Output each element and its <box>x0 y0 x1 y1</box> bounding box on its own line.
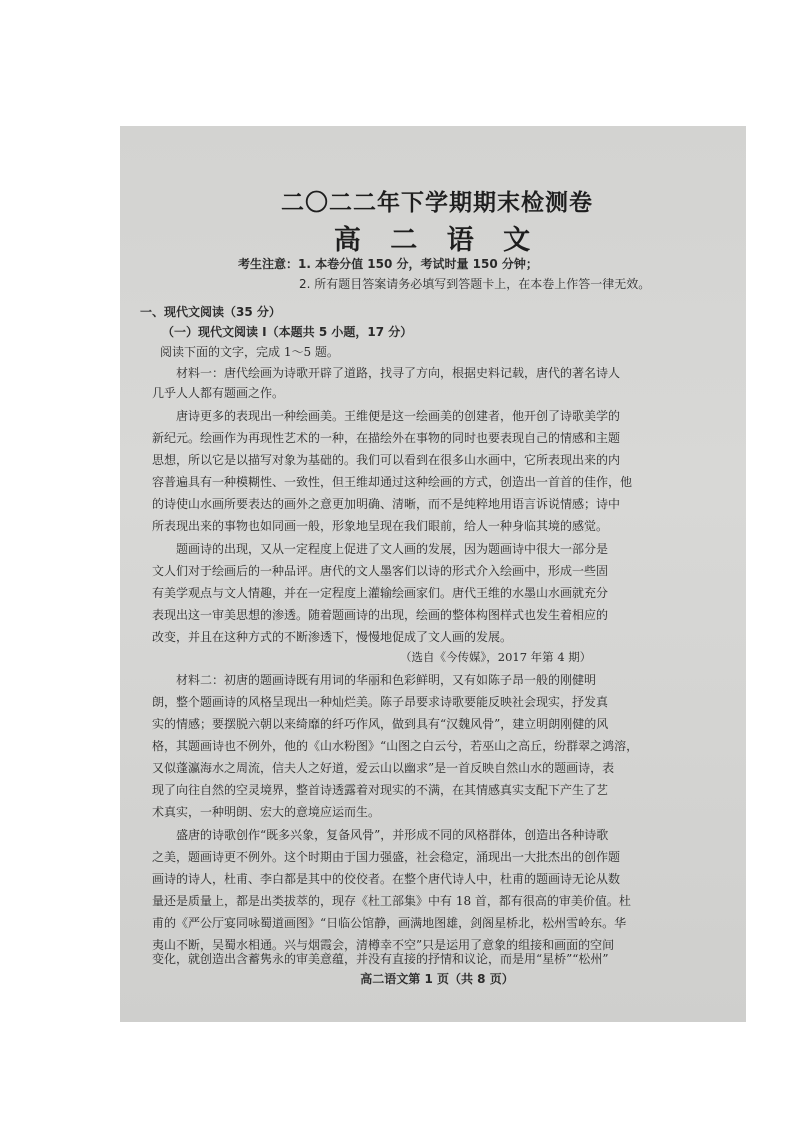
material-2-line: 现了向往自然的空灵境界，整首诗透露着对现实的不满，在其情感真实支配下产生了艺 <box>152 783 609 797</box>
material-1-line: 文人们对于绘画后的一种品评。唐代的文人墨客们以诗的形式介入绘画中，形成一些固 <box>152 564 609 578</box>
material-2-line: 量还是质量上，都是出类拔萃的，现存《杜工部集》中有 18 首，都有很高的审美价值。杜 <box>152 894 631 908</box>
material-2-line: 变化，就创造出含蓄隽永的审美意蕴，并没有直接的抒情和议论，而是用“星桥”“松州” <box>152 952 609 966</box>
material-1-line: 唐诗更多的表现出一种绘画美。王维便是这一绘画美的创建者，他开创了诗歌美学的 <box>176 409 621 423</box>
material-2-line: 又似蓬瀛海水之周流，信夫人之好道，爱云山以幽求”是一首反映自然山水的题画诗，表 <box>152 761 615 775</box>
material-1-line: 表现出这一审美思想的渗透。随着题画诗的出现，绘画的整体构图样式也发生着相应的 <box>152 608 609 622</box>
subject-title: 高 二 语 文 <box>333 225 541 256</box>
material-2-line: 朗，整个题画诗的风格呈现出一种灿烂美。陈子昂要求诗歌要能反映社会现实，抒发真 <box>152 695 609 709</box>
section-heading: 一、现代文阅读（35 分） <box>140 305 281 319</box>
material-2-line: 盛唐的诗歌创作“既多兴象，复备风骨”，并形成不同的风格群体，创造出各种诗歌 <box>176 828 609 842</box>
material-2-line: 画诗的诗人，杜甫、李白都是其中的佼佼者。在整个唐代诗人中，杜甫的题画诗无论从数 <box>152 872 621 886</box>
exam-title: 二〇二二年下学期期末检测卷 <box>281 189 593 216</box>
material-2-line: 实的情感；要摆脱六朝以来绮靡的纤巧作风，做到具有“汉魏风骨”，建立明朗刚健的风 <box>152 717 609 731</box>
candidate-notice-1: 考生注意：1. 本卷分值 150 分，考试时量 150 分钟； <box>238 257 538 271</box>
material-2-line: 甫的《严公厅宴同咏蜀道画图》“日临公馆静，画满地图雄，剑阁星桥北，松州雪岭东。华 <box>152 916 627 930</box>
reading-instruction: 阅读下面的文字，完成 1～5 题。 <box>160 345 339 359</box>
material-2-line: 材料二：初唐的题画诗既有用词的华丽和色彩鲜明，又有如陈子昂一般的刚健明 <box>176 673 597 687</box>
candidate-notice-2: 2. 所有题目答案请务必填写到答题卡上，在本卷上作答一律无效。 <box>299 277 651 291</box>
material-2-line: 格，其题画诗也不例外，他的《山水粉图》“山图之白云兮，若巫山之高丘，纷群翠之鸿溶， <box>152 739 639 753</box>
material-1-line: 几乎人人都有题画之作。 <box>152 386 285 400</box>
material-1-line: 改变，并且在这种方式的不断渗透下，慢慢地促成了文人画的发展。 <box>152 630 513 644</box>
material-2-line: 术真实，一种明朗、宏大的意境应运而生。 <box>152 805 381 819</box>
material-1-line: 题画诗的出现，又从一定程度上促进了文人画的发展，因为题画诗中很大一部分是 <box>176 542 609 556</box>
material-1-line: 容普遍具有一种模糊性、一致性，但王维却通过这种绘画的方式，创造出一首首的佳作，他 <box>152 475 633 489</box>
material-1-line: 的诗使山水画所要表达的画外之意更加明确、清晰，而不是纯粹地用语言诉说情感；诗中 <box>152 497 621 511</box>
material-1-line: 所表现出来的事物也如同画一般，形象地呈现在我们眼前，给人一种身临其境的感觉。 <box>152 519 609 533</box>
material-2-line: 之美，题画诗更不例外。这个时期由于国力强盛，社会稳定，涌现出一大批杰出的创作题 <box>152 850 621 864</box>
page-footer: 高二语文第 1 页（共 8 页） <box>360 972 514 986</box>
exam-sheet <box>142 126 732 1022</box>
material-1-line: 新纪元。绘画作为再现性艺术的一种，在描绘外在事物的同时也要表现自己的情感和主题 <box>152 431 621 445</box>
material-1-line: 思想，所以它是以描写对象为基础的。我们可以看到在很多山水画中，它所表现出来的内 <box>152 453 621 467</box>
document-photo <box>120 126 746 1022</box>
section-subheading: （一）现代文阅读 I（本题共 5 小题，17 分） <box>162 325 413 339</box>
material-1-line: 有美学观点与文人情趣，并在一定程度上灌输绘画家们。唐代王维的水墨山水画就充分 <box>152 586 609 600</box>
material-1-line: 材料一：唐代绘画为诗歌开辟了道路，找寻了方向，根据史料记载，唐代的著名诗人 <box>176 366 621 380</box>
material-1-source: （选自《今传媒》，2017 年第 4 期） <box>400 650 592 664</box>
material-2-line: 夷山不断，吴蜀水相通。兴与烟霞会，清樽幸不空”只是运用了意象的组接和画面的空间 <box>152 938 615 952</box>
